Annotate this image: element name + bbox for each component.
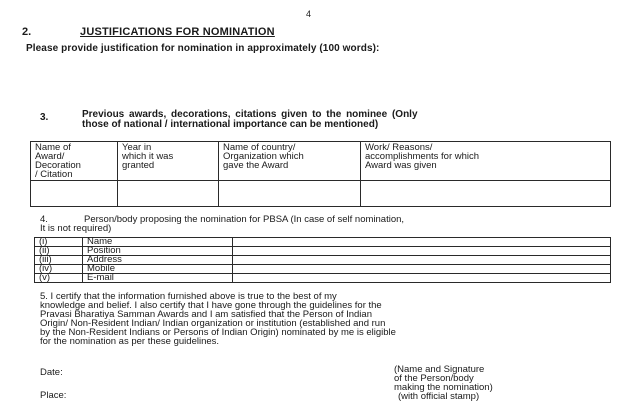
declaration-line: Pravasi Bharatiya Samman Awards and I am satisfied that the Person of Indian xyxy=(40,309,372,320)
awards-entry-row xyxy=(31,181,611,207)
section2-title: JUSTIFICATIONS FOR NOMINATION xyxy=(80,26,275,38)
row-index: (ii) xyxy=(35,247,83,256)
row-label: Position xyxy=(83,247,233,256)
section4-number: 4. xyxy=(40,214,48,225)
proposer-row-name xyxy=(35,238,611,247)
awards-col-award-name xyxy=(31,142,118,181)
awards-header-row xyxy=(31,142,611,181)
proposer-position-field[interactable] xyxy=(233,247,611,256)
awards-table xyxy=(30,141,611,207)
section3-number: 3. xyxy=(40,112,49,123)
awards-cell-award-name[interactable] xyxy=(31,181,118,207)
section4-heading-line1: Person/body proposing the nomination for PBSA (In case of self nomination, xyxy=(84,214,405,225)
awards-cell-work-reasons[interactable] xyxy=(361,181,611,207)
proposer-row-address xyxy=(35,256,611,265)
header-text: granted xyxy=(122,160,155,171)
awards-col-year xyxy=(118,142,219,181)
header-text: Organization which xyxy=(223,151,304,162)
declaration-line: by the Non-Resident Indians or Persons of Indian Origin) nominated by me is eligible xyxy=(40,327,396,338)
proposer-email-field[interactable] xyxy=(233,274,611,283)
header-text: accomplishments for which xyxy=(365,151,480,162)
proposer-row-mobile xyxy=(35,265,611,274)
row-label: Address xyxy=(83,256,233,265)
signature-line: (Name and Signature xyxy=(394,364,485,375)
date-label: Date: xyxy=(40,367,63,378)
row-index: (iii) xyxy=(35,256,83,265)
awards-cell-year[interactable] xyxy=(118,181,219,207)
awards-col-work-reasons xyxy=(361,142,611,181)
signature-line: of the Person/body xyxy=(394,373,474,384)
section3-heading-line1: Previous awards, decorations, citations given to the nominee (Only xyxy=(82,109,418,120)
awards-cell-country-org[interactable] xyxy=(219,181,361,207)
signature-line: (with official stamp) xyxy=(398,391,480,402)
proposer-address-field[interactable] xyxy=(233,256,611,265)
header-text: which it was xyxy=(122,151,174,162)
row-label: E-mail xyxy=(83,274,233,283)
row-index: (i) xyxy=(35,238,83,247)
row-label: Mobile xyxy=(83,265,233,274)
header-text: Name of country/ xyxy=(223,142,296,153)
header-text: Year in xyxy=(122,142,152,153)
row-label: Name xyxy=(83,238,233,247)
section2-prompt: Please provide justification for nomination in approximately (100 words): xyxy=(26,43,380,54)
header-text: gave the Award xyxy=(223,160,289,171)
section4-heading-line2: It is not required) xyxy=(40,223,112,234)
header-text: Award was given xyxy=(365,160,437,171)
section2-number: 2. xyxy=(22,26,32,38)
awards-col-country-org xyxy=(219,142,361,181)
proposer-table xyxy=(34,237,611,283)
header-text: Name of xyxy=(35,142,71,153)
header-text: Work/ Reasons/ xyxy=(365,142,433,153)
proposer-mobile-field[interactable] xyxy=(233,265,611,274)
row-index: (iv) xyxy=(35,265,83,274)
proposer-name-field[interactable] xyxy=(233,238,611,247)
proposer-row-email xyxy=(35,274,611,283)
declaration-line: for the nomination as per these guidelines. xyxy=(40,336,220,347)
header-text: Award/ xyxy=(35,151,65,162)
declaration-line: 5. I certify that the information furnished above is true to the best of my xyxy=(40,291,337,302)
row-index: (v) xyxy=(35,274,83,283)
header-text: Decoration xyxy=(35,160,81,171)
declaration-line: knowledge and belief. I also certify that I have gone through the guidelines for the xyxy=(40,300,382,311)
header-text: / Citation xyxy=(35,169,73,180)
page-number: 4 xyxy=(306,9,312,19)
place-label: Place: xyxy=(40,390,67,401)
signature-line: making the nomination) xyxy=(394,382,493,393)
section3-heading-line2: those of national / international importance can be mentioned) xyxy=(82,119,379,130)
declaration-line: Origin/ Non-Resident Indian/ Indian organization or institution (established and run xyxy=(40,318,386,329)
